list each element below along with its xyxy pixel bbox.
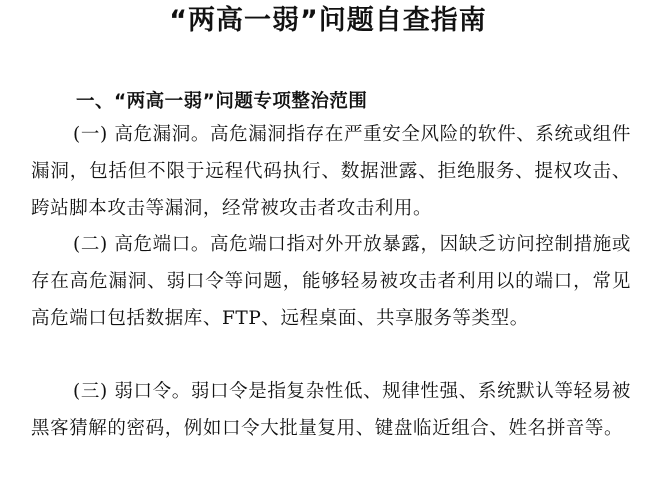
paragraph-text: 高危漏洞指存在严重安全风险的软件、系统或组件漏洞，包括但不限于远程代码执行、数据泄露、拒绝服务、提权攻击、跨站脚本攻击等漏洞，经常被攻击者攻击利用。 (31, 124, 631, 219)
paragraph-high-risk-port (31, 226, 631, 337)
paragraph-text: 弱口令是指复杂性低、规律性强、系统默认等轻易被黑客猜解的密码，例如口令大批量复用、键盘临近组合、姓名拼音等。 (31, 381, 631, 439)
paragraph-high-risk-vulnerability (31, 116, 631, 227)
paragraph-weak-password (31, 373, 631, 447)
paragraph-label: (二) 高危端口。 (73, 234, 211, 255)
section-heading: 一、“两高一弱”问题专项整治范围 (76, 91, 368, 112)
paragraph-label: (三) 弱口令。 (73, 381, 191, 402)
document-title: “两高一弱”问题自查指南 (169, 5, 487, 36)
paragraph-label: (一) 高危漏洞。 (73, 124, 211, 145)
paragraph-text: 高危端口指对外开放暴露，因缺乏访问控制措施或存在高危漏洞、弱口令等问题，能够轻易被攻击者利用以的端口，常见高危端口包括数据库、FTP、远程桌面、共享服务等类型。 (31, 234, 631, 329)
